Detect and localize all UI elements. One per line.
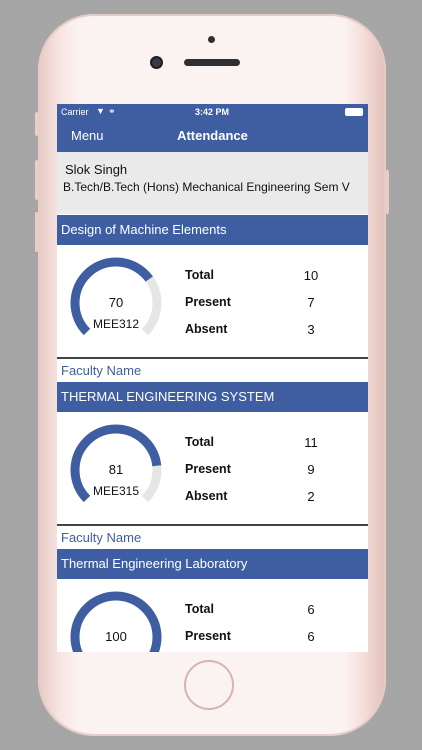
page-title: Attendance	[177, 128, 248, 143]
present-label: Present	[185, 462, 231, 476]
absent-value: 3	[307, 322, 315, 337]
total-value: 6	[307, 602, 315, 617]
course-code: MEE315	[92, 484, 140, 498]
course-title[interactable]: Design of Machine Elements	[57, 215, 368, 245]
total-value: 11	[304, 435, 318, 450]
attendance-gauge	[69, 256, 163, 350]
volume-up-button	[35, 160, 38, 200]
section-divider	[57, 524, 368, 526]
home-button[interactable]	[184, 660, 234, 710]
attendance-percent: 100	[105, 629, 127, 644]
course-title[interactable]: THERMAL ENGINEERING SYSTEM	[57, 382, 368, 412]
navigation-bar	[57, 104, 368, 152]
mute-switch	[35, 112, 38, 136]
present-value: 9	[307, 462, 315, 477]
total-label: Total	[185, 268, 214, 282]
menu-button[interactable]: Menu	[71, 128, 104, 143]
carrier-label: Carrier	[61, 107, 89, 117]
absent-value: 2	[307, 489, 315, 504]
attendance-percent: 70	[108, 295, 124, 310]
loading-icon: ⚭	[108, 106, 116, 116]
present-value: 6	[307, 629, 315, 644]
attendance-percent: 81	[108, 462, 124, 477]
present-label: Present	[185, 295, 231, 309]
present-label: Present	[185, 629, 231, 643]
proximity-sensor	[208, 36, 215, 43]
attendance-gauge	[69, 590, 163, 652]
section-divider	[57, 357, 368, 359]
status-bar	[57, 106, 368, 120]
battery-icon	[345, 108, 363, 116]
faculty-name[interactable]: Faculty Name	[61, 363, 142, 378]
volume-down-button	[35, 212, 38, 252]
student-name: Slok Singh	[65, 162, 128, 177]
attendance-gauge	[69, 423, 163, 517]
total-label: Total	[185, 602, 214, 616]
app-screen	[57, 104, 368, 652]
present-value: 7	[307, 295, 315, 310]
status-time: 3:42 PM	[195, 107, 230, 117]
student-info	[57, 152, 368, 214]
course-code: MEE312	[92, 317, 140, 331]
total-label: Total	[185, 435, 214, 449]
power-button	[386, 170, 389, 214]
course-title[interactable]: Thermal Engineering Laboratory	[57, 549, 368, 579]
earpiece-speaker	[184, 59, 240, 66]
faculty-name[interactable]: Faculty Name	[61, 530, 142, 545]
total-value: 10	[303, 268, 319, 283]
wifi-icon: ▼	[96, 106, 105, 116]
front-camera	[152, 58, 161, 67]
absent-label: Absent	[185, 322, 228, 336]
student-program: B.Tech/B.Tech (Hons) Mechanical Engineering Sem V	[63, 180, 350, 194]
absent-label: Absent	[185, 489, 228, 503]
